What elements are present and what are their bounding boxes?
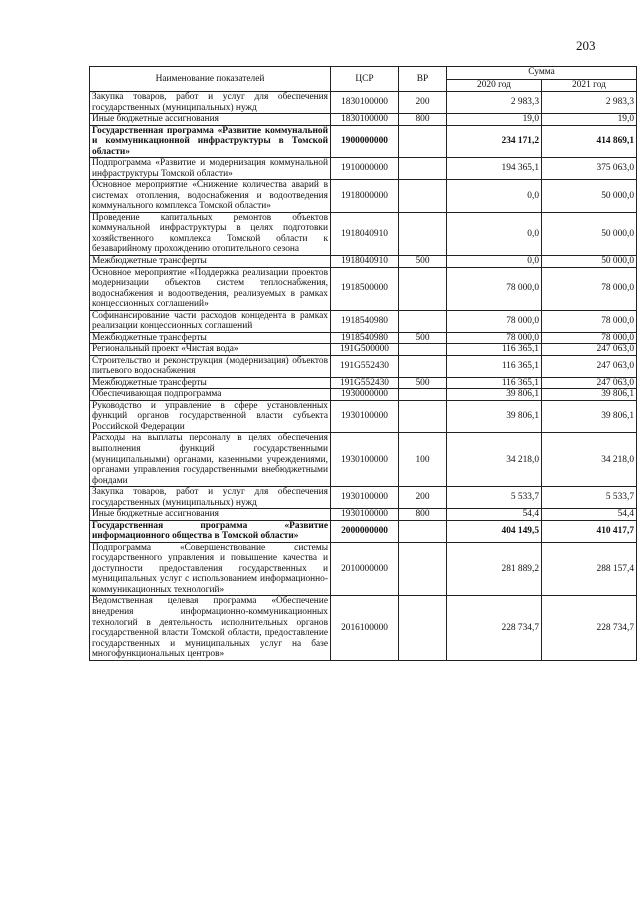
row-csr: 1930100000 xyxy=(331,400,399,433)
row-csr: 191G552430 xyxy=(331,355,399,377)
row-vr: 800 xyxy=(399,114,447,126)
row-vr: 800 xyxy=(399,509,447,521)
row-name: Межбюджетные трансферты xyxy=(90,255,331,267)
row-value-2021: 54,4 xyxy=(542,509,637,521)
row-value-2020: 116 365,1 xyxy=(447,377,542,389)
row-csr: 1830100000 xyxy=(331,92,399,114)
row-value-2020: 0,0 xyxy=(447,212,542,255)
table-row xyxy=(90,92,637,114)
row-name: Государственная программа «Развитие информационного общества в Томской области» xyxy=(90,520,331,542)
table-row xyxy=(90,158,637,180)
row-value-2021: 375 063,0 xyxy=(542,158,637,180)
row-value-2021: 247 063,0 xyxy=(542,377,637,389)
row-csr: 1918040910 xyxy=(331,255,399,267)
table-row xyxy=(90,255,637,267)
row-name: Иные бюджетные ассигнования xyxy=(90,509,331,521)
row-vr xyxy=(399,542,447,596)
table-row xyxy=(90,267,637,310)
header-csr: ЦСР xyxy=(331,67,399,92)
table-row xyxy=(90,542,637,596)
row-value-2020: 34 218,0 xyxy=(447,433,542,487)
table-row xyxy=(90,389,637,401)
table-row xyxy=(90,125,637,158)
row-value-2021: 228 734,7 xyxy=(542,596,637,660)
row-value-2021: 247 063,0 xyxy=(542,344,637,356)
row-value-2021: 410 417,7 xyxy=(542,520,637,542)
row-vr xyxy=(399,310,447,332)
table-row xyxy=(90,400,637,433)
row-value-2021: 247 063,0 xyxy=(542,355,637,377)
row-name: Расходы на выплаты персоналу в целях обеспечения выполнения функций государственными (муниципальными) органами, казенными учреждениями, органами управления государственными внебюджетными фондами xyxy=(90,433,331,487)
table-row xyxy=(90,114,637,126)
row-csr: 1930100000 xyxy=(331,487,399,509)
row-value-2020: 234 171,2 xyxy=(447,125,542,158)
row-value-2021: 78 000,0 xyxy=(542,267,637,310)
row-name: Подпрограмма «Развитие и модернизация коммунальной инфраструктуры Томской области» xyxy=(90,158,331,180)
row-name: Обеспечивающая подпрограмма xyxy=(90,389,331,401)
header-year-2021: 2021 год xyxy=(542,79,637,92)
row-vr xyxy=(399,596,447,660)
row-vr xyxy=(399,158,447,180)
row-name: Строительство и реконструкция (модернизация) объектов питьевого водоснабжения xyxy=(90,355,331,377)
header-vr: ВР xyxy=(399,67,447,92)
row-name: Софинансирование части расходов концедента в рамках реализации концессионных соглашений xyxy=(90,310,331,332)
row-name: Государственная программа «Развитие коммунальной и коммуникационной инфраструктуры в Томской области» xyxy=(90,125,331,158)
row-value-2021: 50 000,0 xyxy=(542,180,637,213)
row-name: Закупка товаров, работ и услуг для обеспечения государственных (муниципальных) нужд xyxy=(90,92,331,114)
row-csr: 2016100000 xyxy=(331,596,399,660)
row-vr xyxy=(399,267,447,310)
row-csr: 2000000000 xyxy=(331,520,399,542)
row-vr: 500 xyxy=(399,332,447,344)
row-csr: 2010000000 xyxy=(331,542,399,596)
row-value-2020: 39 806,1 xyxy=(447,400,542,433)
row-value-2021: 50 000,0 xyxy=(542,255,637,267)
row-name: Руководство и управление в сфере установленных функций органов государственной власти субъекта Российской Федерации xyxy=(90,400,331,433)
row-value-2020: 78 000,0 xyxy=(447,332,542,344)
row-value-2021: 19,0 xyxy=(542,114,637,126)
row-vr xyxy=(399,520,447,542)
row-name: Закупка товаров, работ и услуг для обеспечения государственных (муниципальных) нужд xyxy=(90,487,331,509)
row-value-2021: 78 000,0 xyxy=(542,310,637,332)
table-row xyxy=(90,509,637,521)
row-vr xyxy=(399,212,447,255)
row-csr: 1930000000 xyxy=(331,389,399,401)
row-vr: 200 xyxy=(399,92,447,114)
row-vr xyxy=(399,344,447,356)
row-name: Основное мероприятие «Поддержка реализации проектов модернизации объектов систем теплоснабжения, водоснабжения и водоотведения, реализуемых в рамках концессионных соглашений» xyxy=(90,267,331,310)
row-value-2020: 78 000,0 xyxy=(447,267,542,310)
table-row xyxy=(90,180,637,213)
row-value-2020: 116 365,1 xyxy=(447,344,542,356)
row-vr xyxy=(399,125,447,158)
budget-table xyxy=(89,66,637,661)
row-value-2020: 116 365,1 xyxy=(447,355,542,377)
row-value-2020: 2 983,3 xyxy=(447,92,542,114)
row-csr: 191G552430 xyxy=(331,377,399,389)
row-csr: 1918500000 xyxy=(331,267,399,310)
row-value-2020: 54,4 xyxy=(447,509,542,521)
row-csr: 1900000000 xyxy=(331,125,399,158)
table-row xyxy=(90,344,637,356)
row-vr xyxy=(399,389,447,401)
table-row xyxy=(90,355,637,377)
table-row xyxy=(90,433,637,487)
header-sum: Сумма xyxy=(447,67,637,80)
row-name: Ведомственная целевая программа «Обеспечение внедрения информационно-коммуникационных технологий в деятельность исполнительных органов государственной власти Томской области, предоставление государственных и муниципальных услуг на базе многофункциональных центров» xyxy=(90,596,331,660)
table-row xyxy=(90,310,637,332)
row-value-2020: 5 533,7 xyxy=(447,487,542,509)
row-value-2020: 404 149,5 xyxy=(447,520,542,542)
table-row xyxy=(90,212,637,255)
row-value-2020: 228 734,7 xyxy=(447,596,542,660)
row-vr: 500 xyxy=(399,255,447,267)
row-name: Межбюджетные трансферты xyxy=(90,332,331,344)
row-vr xyxy=(399,355,447,377)
row-csr: 1910000000 xyxy=(331,158,399,180)
row-value-2020: 194 365,1 xyxy=(447,158,542,180)
row-value-2020: 19,0 xyxy=(447,114,542,126)
table-row xyxy=(90,377,637,389)
table-row xyxy=(90,487,637,509)
row-vr: 200 xyxy=(399,487,447,509)
row-value-2020: 0,0 xyxy=(447,255,542,267)
row-value-2020: 39 806,1 xyxy=(447,389,542,401)
row-vr: 500 xyxy=(399,377,447,389)
row-value-2021: 50 000,0 xyxy=(542,212,637,255)
page-number: 203 xyxy=(576,38,596,53)
row-name: Проведение капитальных ремонтов объектов коммунальной инфраструктуры в целях подготовки хозяйственного комплекса Томской области к безаварийному прохождению отопительного сезона xyxy=(90,212,331,255)
table-row xyxy=(90,520,637,542)
row-value-2021: 39 806,1 xyxy=(542,389,637,401)
row-name: Основное мероприятие «Снижение количества аварий в системах отопления, водоснабжения и водоотведения коммунального комплекса Томской области» xyxy=(90,180,331,213)
table-row xyxy=(90,332,637,344)
row-csr: 1918540980 xyxy=(331,310,399,332)
row-value-2021: 414 869,1 xyxy=(542,125,637,158)
table-row xyxy=(90,596,637,660)
header-year-2020: 2020 год xyxy=(447,79,542,92)
row-csr: 1918040910 xyxy=(331,212,399,255)
table-header xyxy=(90,67,637,92)
row-vr xyxy=(399,180,447,213)
row-value-2020: 78 000,0 xyxy=(447,310,542,332)
row-csr: 191G500000 xyxy=(331,344,399,356)
row-value-2020: 0,0 xyxy=(447,180,542,213)
row-value-2021: 288 157,4 xyxy=(542,542,637,596)
header-name: Наименование показателей xyxy=(90,67,331,92)
row-name: Подпрограмма «Совершенствование системы государственного управления и повышение качества и доступности предоставления государственных и муниципальных услуг с использованием информационно-коммуникационных технологий» xyxy=(90,542,331,596)
row-csr: 1918000000 xyxy=(331,180,399,213)
row-value-2021: 5 533,7 xyxy=(542,487,637,509)
row-value-2021: 2 983,3 xyxy=(542,92,637,114)
row-csr: 1918540980 xyxy=(331,332,399,344)
row-csr: 1930100000 xyxy=(331,509,399,521)
row-vr xyxy=(399,400,447,433)
row-csr: 1830100000 xyxy=(331,114,399,126)
row-name: Иные бюджетные ассигнования xyxy=(90,114,331,126)
row-value-2021: 78 000,0 xyxy=(542,332,637,344)
row-value-2021: 34 218,0 xyxy=(542,433,637,487)
row-value-2021: 39 806,1 xyxy=(542,400,637,433)
row-name: Региональный проект «Чистая вода» xyxy=(90,344,331,356)
row-vr: 100 xyxy=(399,433,447,487)
row-name: Межбюджетные трансферты xyxy=(90,377,331,389)
table-body xyxy=(90,92,637,661)
row-value-2020: 281 889,2 xyxy=(447,542,542,596)
row-csr: 1930100000 xyxy=(331,433,399,487)
